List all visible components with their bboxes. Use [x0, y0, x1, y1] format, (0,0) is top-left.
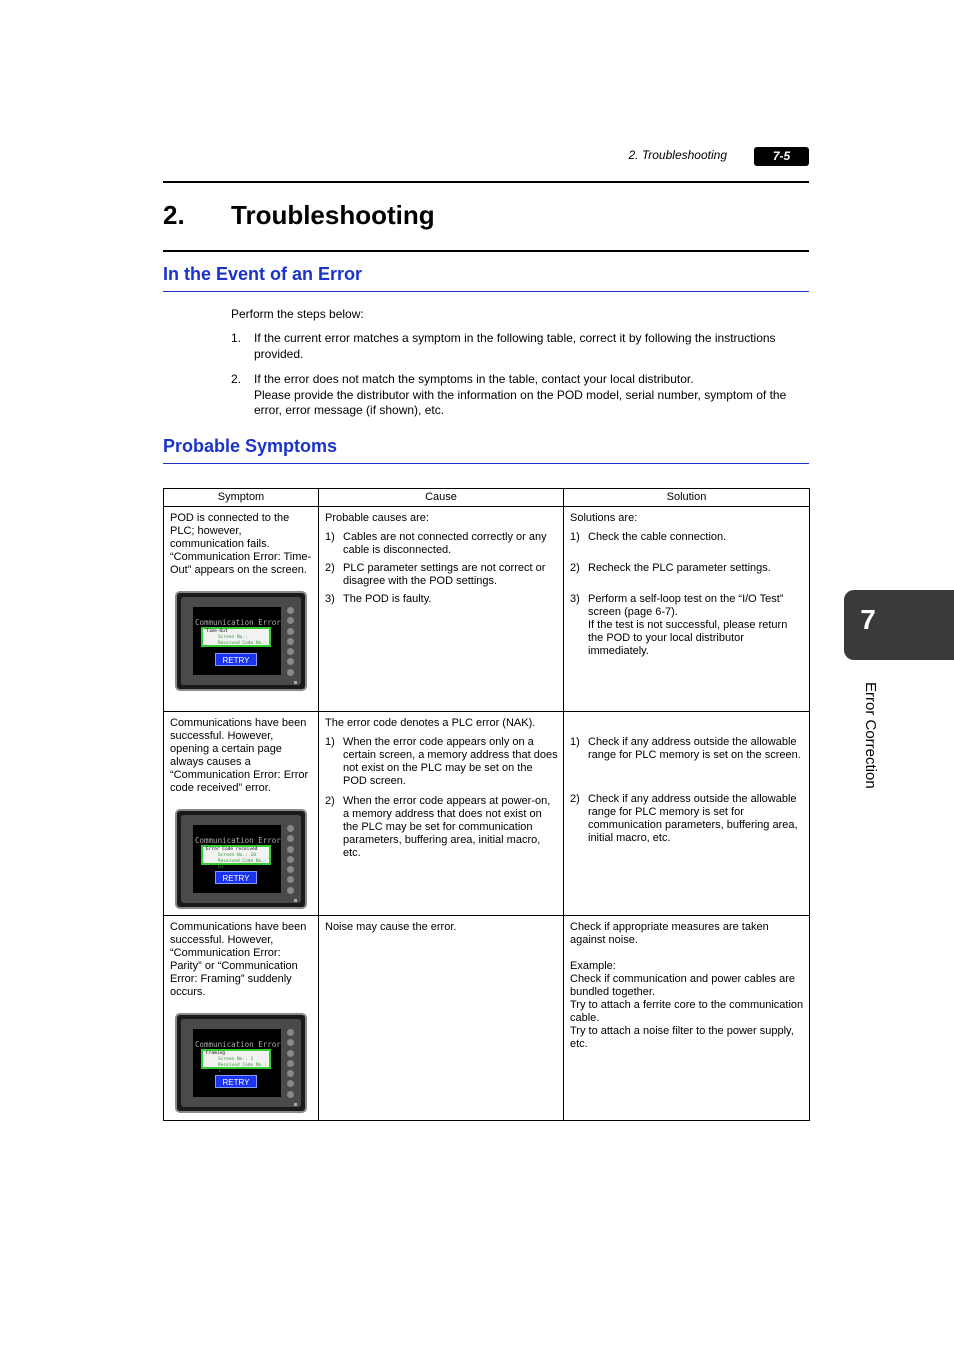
step-number: 1. — [231, 331, 242, 345]
table-row — [164, 507, 810, 712]
symptom-text: Communications have been successful. However, “Communication Error: Parity” or “Communication Error: Framing” suddenly occurs. — [170, 921, 307, 998]
pod-error-line: Received Code No.: — [218, 641, 267, 646]
solution-item: 1) Check if any address outside the allowable range for PLC memory is set on the screen. — [570, 736, 801, 761]
step-text-continued: Please provide the distributor with the information on the POD model, serial number, symptom of the error, error message (if shown), etc. — [254, 387, 787, 418]
pod-screen-image — [175, 591, 307, 691]
cause-item: 1) When the error code appears only on a certain screen, a memory address that does not exist on the PLC may be set on the POD screen. — [325, 736, 558, 787]
table-header-row — [164, 489, 810, 507]
pod-function-keys — [285, 825, 295, 895]
pod-screen-title: Communication Error — [195, 618, 281, 627]
step-number: 2. — [231, 372, 242, 386]
pod-retry-button: RETRY — [215, 653, 257, 666]
pod-screen-image — [175, 1013, 307, 1113]
symptom-cell — [164, 507, 319, 712]
pod-error-line: Received Code No.: 1 — [218, 1063, 267, 1074]
title-rule — [163, 250, 809, 252]
cause-item: 3) The POD is faulty. — [325, 593, 432, 605]
header-rule — [163, 181, 809, 183]
solution-item: 1) Check the cable connection. — [570, 531, 727, 543]
section-heading-probable-symptoms: Probable Symptoms — [163, 436, 338, 456]
cause-item: 1) Cables are not connected correctly or any cable is disconnected. — [325, 531, 547, 556]
solution-example-line: Try to attach a noise filter to the power supply, etc. — [570, 1025, 794, 1050]
symptom-text: POD is connected to the PLC; however, communication fails. “Communication Error: Time-Out” appears on the screen. — [170, 512, 312, 576]
pod-error-line: Time-Out — [206, 629, 228, 634]
pod-error-line: Screen No.: — [218, 635, 248, 640]
pod-screen-image — [175, 809, 307, 909]
cause-cell — [319, 507, 564, 712]
solution-item: 3) Perform a self-loop test on the “I/O Test” screen (page 6-7). If the test is not successful, please return the POD to your local distributor immediately. — [570, 593, 788, 657]
cause-item: 2) When the error code appears at power-on, a memory address that does not exist on the PLC may be set for communication parameters, buffering area, initial macro, etc. — [325, 795, 551, 859]
step-text: If the current error matches a symptom in the following table, correct it by following the instructions provided. — [254, 331, 776, 361]
section-heading-event-of-error: In the Event of an Error — [163, 264, 363, 284]
solution-item: 2) Recheck the PLC parameter settings. — [570, 562, 771, 574]
pod-retry-button: RETRY — [215, 1075, 257, 1088]
section-rule — [163, 291, 809, 292]
column-header-cause: Cause — [319, 489, 564, 507]
step-text: If the error does not match the symptoms in the table, contact your local distributor. — [254, 372, 694, 386]
page-title — [163, 200, 435, 231]
cause-intro: Probable causes are: — [325, 512, 429, 524]
solution-intro: Check if appropriate measures are taken against noise. — [570, 921, 769, 946]
chapter-tab-number: 7 — [860, 604, 876, 635]
pod-screen-title: Communication Error — [195, 1040, 281, 1049]
intro-text: Perform the steps below: — [231, 307, 364, 321]
cause-cell — [319, 712, 564, 916]
solution-cell — [564, 507, 810, 712]
pod-error-line: Framing — [206, 1051, 225, 1056]
pod-error-line: Received Code No.: 01 — [218, 859, 267, 870]
symptom-cell — [164, 916, 319, 1121]
pod-function-keys — [285, 1029, 295, 1099]
solution-example-line: Check if communication and power cables are bundled together. — [570, 973, 796, 998]
pod-screen-title: Communication Error — [195, 836, 281, 845]
solution-example-label: Example: — [570, 960, 616, 972]
symptom-cell — [164, 712, 319, 916]
cause-item: 2) PLC parameter settings are not correct or disagree with the POD settings. — [325, 562, 546, 587]
cause-intro: The error code denotes a PLC error (NAK). — [325, 717, 536, 729]
running-header-section: 2. Troubleshooting — [628, 148, 727, 162]
step-2 — [231, 372, 809, 419]
pod-error-box — [201, 627, 271, 647]
section-rule — [163, 463, 809, 464]
title-text: Troubleshooting — [231, 200, 435, 230]
solution-cell — [564, 712, 810, 916]
table-row — [164, 916, 810, 1121]
pod-error-box — [201, 1049, 271, 1074]
chapter-tab-label: Error Correction — [862, 682, 879, 789]
pod-error-line: Error Code received — [206, 847, 258, 852]
cause-cell — [319, 916, 564, 1121]
solution-intro: Solutions are: — [570, 512, 638, 524]
title-number: 2. — [163, 200, 185, 230]
pod-error-line: Screen No.: 1 — [218, 1057, 254, 1062]
pod-retry-button: RETRY — [215, 871, 257, 884]
solution-cell — [564, 916, 810, 1121]
pod-function-keys — [285, 607, 295, 677]
step-1 — [231, 331, 809, 362]
solution-item: 2) Check if any address outside the allowable range for PLC memory is set for communication parameters, buffering area, initial macro, etc. — [570, 793, 798, 844]
symptoms-table — [163, 488, 810, 1121]
table-row — [164, 712, 810, 916]
solution-example-line: Try to attach a ferrite core to the communication cable. — [570, 999, 804, 1024]
pod-error-line: Screen No.: 10 — [218, 853, 256, 858]
column-header-symptom: Symptom — [164, 489, 319, 507]
symptom-text: Communications have been successful. However, opening a certain page always causes a “Communication Error: Error code received” error. — [170, 717, 309, 794]
page-number-badge: 7-5 — [754, 147, 809, 166]
pod-error-box — [201, 845, 271, 870]
column-header-solution: Solution — [564, 489, 810, 507]
cause-intro: Noise may cause the error. — [325, 921, 457, 933]
